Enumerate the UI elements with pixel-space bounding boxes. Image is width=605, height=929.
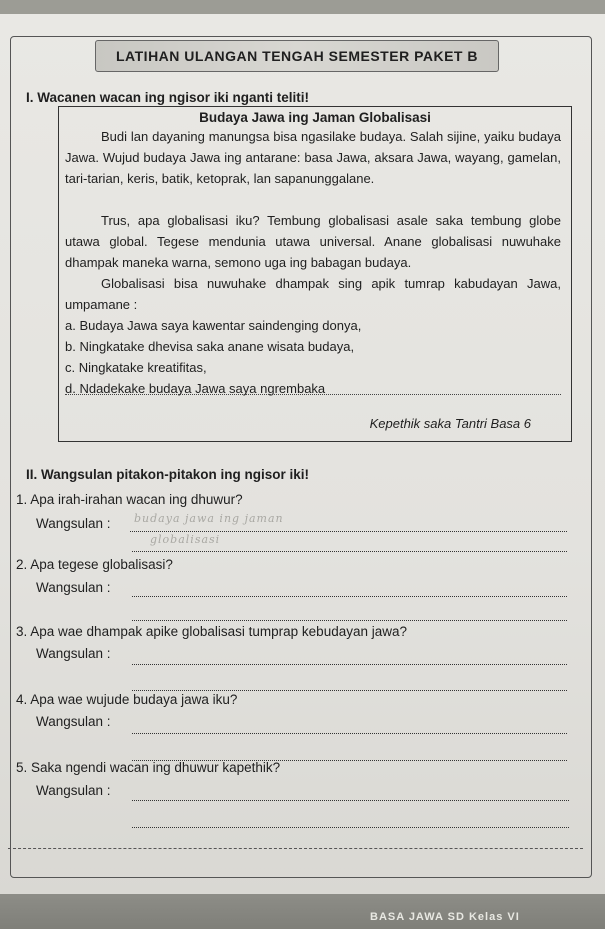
footer-label: BASA JAWA SD Kelas VI <box>370 911 520 923</box>
passage-source: Kepethik saka Tantri Basa 6 <box>369 416 531 431</box>
section1-heading: I. Wacanen wacan ing ngisor iki nganti teliti! <box>26 90 310 105</box>
answer-line[interactable] <box>132 551 567 552</box>
page-title: LATIHAN ULANGAN TENGAH SEMESTER PAKET B <box>95 40 499 72</box>
passage-divider <box>65 394 561 395</box>
answer-label-1: Wangsulan : <box>36 516 111 531</box>
answer-label-4: Wangsulan : <box>36 714 111 729</box>
question-3: 3. Apa wae dhampak apike globalisasi tumprap kebudayan jawa? <box>16 624 408 639</box>
passage-title: Budaya Jawa ing Jaman Globalisasi <box>199 110 431 125</box>
passage-option: d. Ndadekake budaya Jawa saya ngrembaka <box>65 381 326 396</box>
question-1: 1. Apa irah-irahan wacan ing dhuwur? <box>16 492 243 507</box>
passage-paragraph: Trus, apa globalisasi iku? Tembung globalisasi asale saka tembung globe utawa global. Tegese mendunia utawa universal. Anane globalisasi nuwuhake dhampak maneka warna, semono uga ing babagan budaya. <box>65 213 561 270</box>
answer-line[interactable] <box>132 664 567 665</box>
answer-label-3: Wangsulan : <box>36 646 111 661</box>
answer-line[interactable] <box>132 800 569 801</box>
answer-label-2: Wangsulan : <box>36 580 111 595</box>
answer-line[interactable] <box>132 827 569 828</box>
answer-line[interactable] <box>132 620 567 621</box>
answer-line[interactable] <box>132 690 567 691</box>
pencil-answer: budaya jawa ing jaman <box>134 512 284 525</box>
question-2: 2. Apa tegese globalisasi? <box>16 557 173 572</box>
passage-paragraph: Globalisasi bisa nuwuhake dhampak sing apik tumrap kabudayan Jawa, umpamane : <box>65 276 561 312</box>
answer-line[interactable] <box>132 733 567 734</box>
pencil-answer: globalisasi <box>150 533 221 546</box>
passage-option: b. Ningkatake dhevisa saka anane wisata budaya, <box>65 339 355 354</box>
reading-passage-box <box>58 106 572 442</box>
section2-heading: II. Wangsulan pitakon-pitakon ing ngisor iki! <box>26 467 310 482</box>
answer-line[interactable] <box>130 531 567 532</box>
passage-option: a. Budaya Jawa saya kawentar saindenging donya, <box>65 318 362 333</box>
question-4: 4. Apa wae wujude budaya jawa iku? <box>16 692 238 707</box>
passage-option: c. Ningkatake kreatifitas, <box>65 360 207 375</box>
answer-line[interactable] <box>132 596 567 597</box>
question-5: 5. Saka ngendi wacan ing dhuwur kapethik? <box>16 760 281 775</box>
answer-label-5: Wangsulan : <box>36 783 111 798</box>
bottom-rule <box>8 848 583 849</box>
passage-paragraph: Budi lan dayaning manungsa bisa ngasilake budaya. Salah sijine, yaiku budaya Jawa. Wujud budaya Jawa ing antarane: basa Jawa, aksara Jawa, wayang, gamelan, tari-tarian, keris, batik, ketoprak, lan sapanunggalane. <box>65 129 561 186</box>
